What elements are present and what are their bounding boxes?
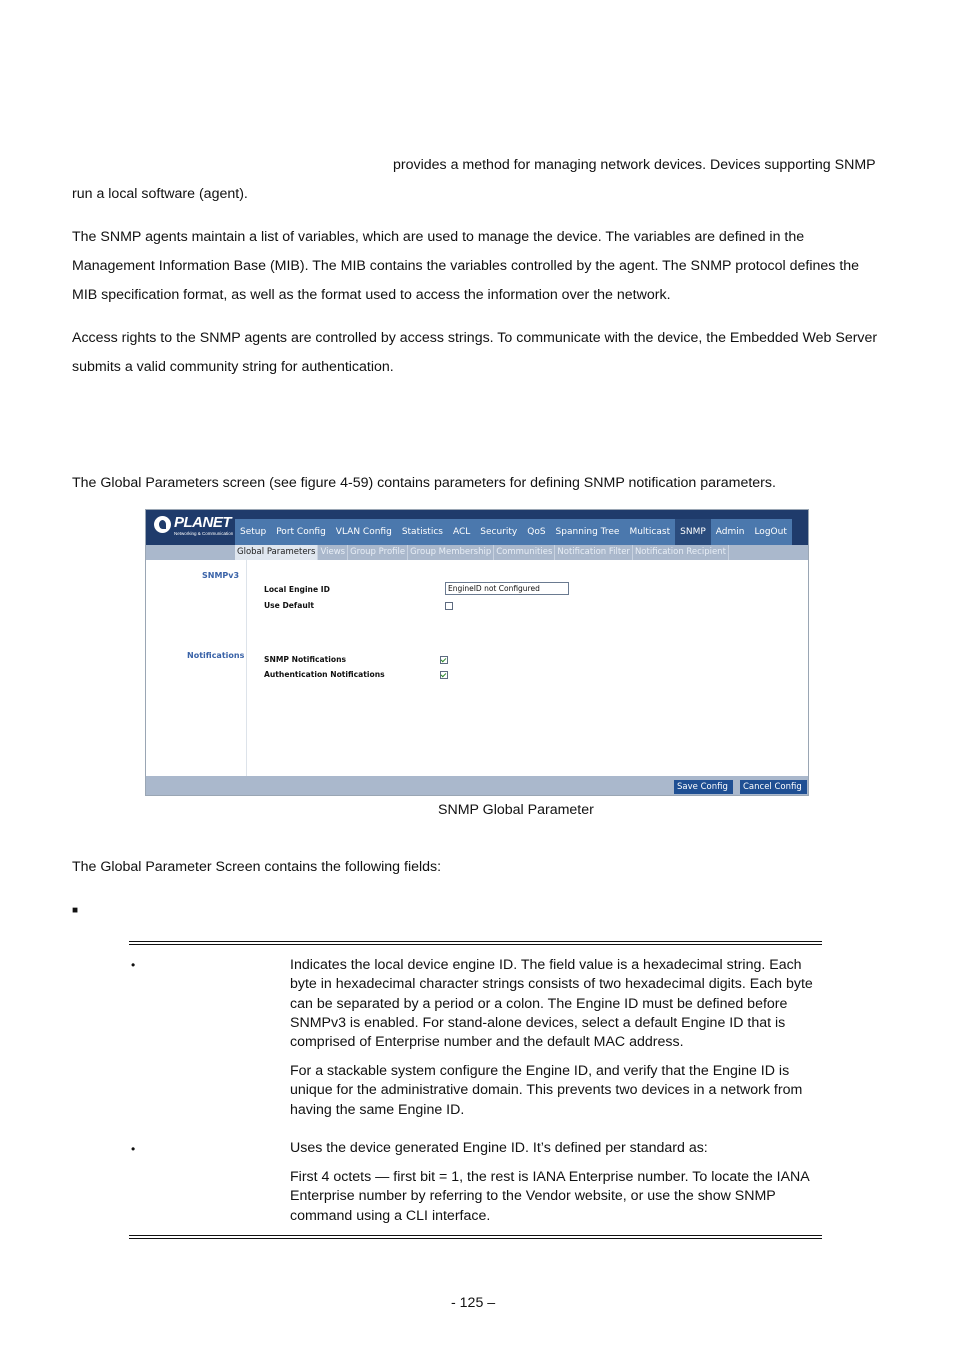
paragraph-fields: The Global Parameter Screen contains the following fields: — [72, 859, 442, 875]
row1-description-2: For a stackable system configure the Engine ID, and verify that the Engine ID is unique for the administrative domain. This prevents two devices in a network from having the same Engine ID. — [290, 1063, 803, 1118]
left-column — [146, 560, 247, 776]
nav-multicast[interactable]: Multicast — [629, 527, 671, 537]
paragraph-access: Access rights to the SNMP agents are controlled by access strings. To communicate with the device, the Embedded Web Server submits a valid community string for authentication. — [72, 330, 878, 375]
intro-line-1: provides a method for managing network devices. Devices supporting SNMP — [393, 157, 876, 173]
use-default-checkbox[interactable] — [445, 602, 453, 610]
nav-port-config[interactable]: Port Config — [276, 527, 326, 537]
square-bullet: ■ — [72, 905, 79, 916]
paragraph-global-params: The Global Parameters screen (see figure 4-59) contains parameters for defining SNMP notification parameters. — [72, 475, 776, 491]
local-engine-id-input[interactable]: EngineID not Configured — [445, 582, 569, 595]
nav-snmp[interactable]: SNMP — [675, 519, 711, 545]
table-top-rule — [129, 941, 822, 942]
subtab-global-parameters[interactable]: Global Parameters — [235, 545, 318, 560]
subtab-group-profile[interactable]: Group Profile — [348, 545, 408, 560]
row1-bullet: • — [131, 958, 136, 972]
table-top-rule-2 — [129, 944, 822, 945]
nav-logout[interactable]: LogOut — [754, 527, 787, 537]
cancel-config-button[interactable]: Cancel Config — [740, 780, 807, 794]
logo-brand: PLANET — [174, 514, 231, 531]
nav-setup[interactable]: Setup — [240, 527, 267, 537]
paragraph-mib: The SNMP agents maintain a list of variables, which are used to manage the device. The variables are defined in the Management Information Base (MIB). The MIB contains the variables controlled by the agent. The SNMP protocol defines the MIB specification format, as well as the format used to access the information over the network. — [72, 229, 860, 303]
row2-bullet: • — [131, 1142, 136, 1156]
auth-notifications-label: Authentication Notifications — [264, 670, 385, 679]
snmp-global-parameters-screenshot — [145, 509, 809, 796]
row2-description-1: Uses the device generated Engine ID. It’s defined per standard as: — [290, 1140, 708, 1156]
figure-caption: SNMP Global Parameter — [438, 802, 594, 818]
auth-notifications-checkbox[interactable] — [440, 671, 448, 679]
subtab-communities[interactable]: Communities — [494, 545, 555, 560]
section-snmpv3: SNMPv3 — [202, 571, 240, 580]
subtab-notification-recipient[interactable]: Notification Recipient — [633, 545, 729, 560]
nav-qos[interactable]: QoS — [527, 527, 546, 537]
intro-line-2: run a local software (agent). — [72, 186, 248, 202]
subtab-notification-filter[interactable]: Notification Filter — [555, 545, 633, 560]
table-bottom-rule — [129, 1235, 822, 1236]
snmp-notifications-checkbox[interactable] — [440, 656, 448, 664]
save-config-button[interactable]: Save Config — [674, 780, 733, 794]
subtab-views[interactable]: Views — [318, 545, 348, 560]
use-default-label: Use Default — [264, 601, 315, 610]
snmp-notifications-label: SNMP Notifications — [264, 655, 347, 664]
section-notifications: Notifications — [187, 651, 245, 660]
row2-description-2: First 4 octets — first bit = 1, the rest is IANA Enterprise number. To locate the IANA Enterprise number by referring to the Vendor website, or use the show SNMP command using a CLI interface. — [290, 1169, 809, 1224]
nav-security[interactable]: Security — [480, 527, 518, 537]
logo-tagline: Networking & Communication — [174, 531, 234, 536]
nav-spanning-tree[interactable]: Spanning Tree — [555, 527, 620, 537]
top-bar — [146, 510, 809, 545]
sub-nav — [146, 545, 809, 560]
local-engine-id-label: Local Engine ID — [264, 585, 330, 594]
planet-logo-icon — [154, 516, 171, 533]
page-number: - 125 – — [451, 1295, 496, 1311]
nav-vlan-config[interactable]: VLAN Config — [335, 527, 392, 537]
nav-acl[interactable]: ACL — [452, 527, 471, 537]
subtab-group-membership[interactable]: Group Membership — [408, 545, 494, 560]
row1-description-1: Indicates the local device engine ID. The field value is a hexadecimal string. Each byte in hexadecimal character strings consists of two hexadecimal digits. Each byte can be separated by a period or a colon. The Engine ID must be defined before SNMPv3 is enabled. For stand-alone devices, select a default Engine ID that is comprised of Enterprise number and the default MAC address. — [290, 957, 813, 1051]
nav-admin[interactable]: Admin — [715, 527, 745, 537]
planet-logo — [152, 514, 236, 542]
main-nav — [235, 519, 792, 545]
table-bottom-rule-2 — [129, 1238, 822, 1239]
nav-statistics[interactable]: Statistics — [401, 527, 443, 537]
